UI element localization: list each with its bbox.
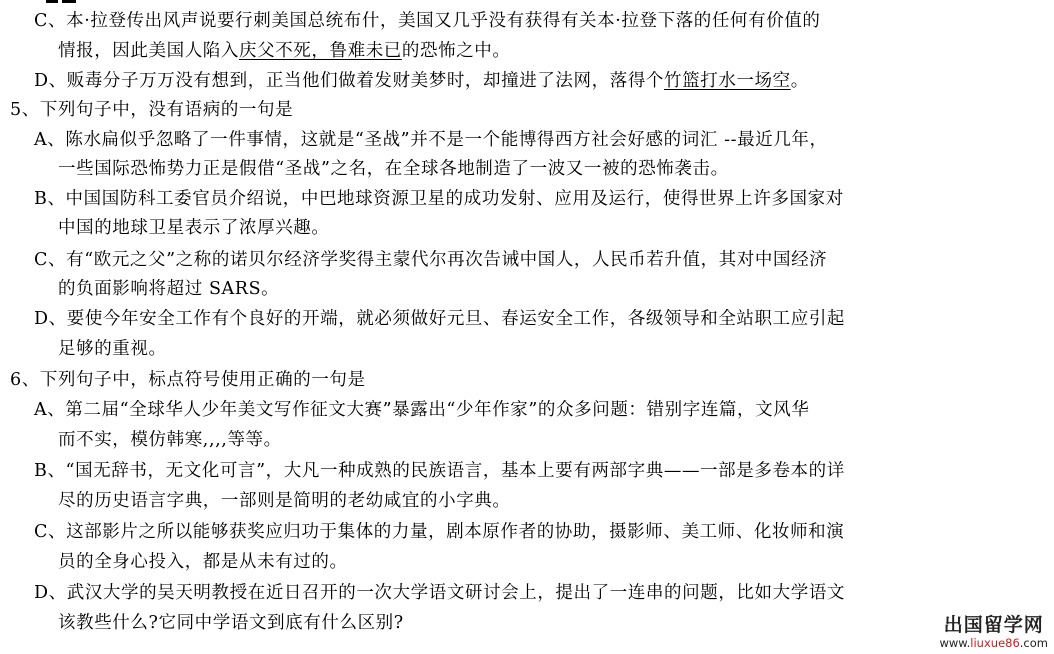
text-segment: 员的全身心投入，都是从未有过的。 — [58, 552, 348, 572]
text-segment: D、要使今年安全工作有个良好的开端，就必须做好元旦、春运安全工作，各级领导和全站职工应引起 — [34, 309, 846, 329]
underlined-phrase: 竹篮打水一场空 — [664, 71, 791, 91]
text-segment: B、“国无辞书，无文化可言”，大凡一种成熟的民族语言，基本上要有两部字典——一部是多卷本的详 — [34, 461, 845, 481]
watermark-title: 出国留学网 — [943, 614, 1044, 636]
watermark-url-prefix: www. — [939, 636, 971, 650]
text-line — [34, 521, 844, 543]
text-segment: 的负面影响将超过 SARS。 — [58, 279, 280, 299]
text-line — [58, 551, 348, 573]
text-line — [34, 308, 845, 330]
site-watermark — [939, 614, 1048, 650]
text-segment: 尽的历史语言字典，一部则是简明的老幼咸宜的小字典。 — [58, 491, 511, 511]
text-segment: D、贩毒分子万万没有想到，正当他们做着发财美梦时，却撞进了法网，落得个 — [34, 71, 665, 91]
text-line — [58, 158, 729, 180]
text-line — [58, 429, 282, 451]
text-line — [10, 99, 293, 121]
text-line — [34, 582, 845, 604]
text-line — [34, 70, 809, 92]
text-line — [58, 217, 330, 239]
text-segment: 中国的地球卫星表示了浓厚兴趣。 — [58, 218, 330, 238]
text-line — [34, 399, 809, 421]
text-line — [34, 460, 845, 482]
text-line — [58, 612, 404, 634]
text-line — [58, 490, 511, 512]
watermark-url-brand: liuxue86 — [970, 636, 1020, 650]
text-segment: B、中国国防科工委官员介绍说，中巴地球资源卫星的成功发射、应用及运行，使得世界上许多国家对 — [34, 189, 844, 209]
watermark-url-suffix: .com — [1019, 636, 1048, 650]
text-line — [58, 278, 279, 300]
text-line — [58, 40, 511, 62]
text-line — [10, 369, 366, 391]
text-segment: 一些国际恐怖势力正是假借“圣战”之名，在全球各地制造了一波又一被的恐怖袭击。 — [58, 159, 729, 179]
text-segment: 情报，因此美国人陷入 — [58, 41, 239, 61]
text-segment: 的恐怖之中。 — [401, 41, 511, 61]
text-segment: 足够的重视。 — [58, 339, 167, 359]
text-line — [34, 188, 844, 210]
text-segment: C、本·拉登传出风声说要行刺美国总统布什，美国又几乎没有获得有关本·拉登下落的任何有价值的 — [34, 11, 821, 31]
text-line — [34, 129, 828, 151]
watermark-url — [939, 636, 1048, 650]
text-segment: C、这部影片之所以能够获奖应归功于集体的力量，剧本原作者的协助，摄影师、美工师、化妆师和演 — [34, 522, 845, 542]
text-segment: C、有“欧元之父”之称的诺贝尔经济学奖得主蒙代尔再次告诫中国人，人民币若升值，其对中国经济 — [34, 250, 828, 270]
text-segment: A、第二届“全球华人少年美文写作征文大赛”暴露出“少年作家”的众多问题：错别字连篇，文风华 — [34, 400, 810, 420]
text-segment: 。 — [790, 71, 809, 91]
text-segment: 5、下列句子中，没有语病的一句是 — [10, 100, 294, 120]
text-segment: 6、下列句子中，标点符号使用正确的一句是 — [10, 370, 366, 390]
text-segment: 该教些什么?它同中学语文到底有什么区别? — [58, 613, 404, 633]
text-segment: A、陈水扁似乎忽略了一件事情，这就是“圣战”并不是一个能博得西方社会好感的词汇 --最近几年， — [34, 130, 828, 150]
text-line — [58, 338, 167, 360]
text-line — [34, 10, 821, 32]
text-segment: 而不实，模仿韩寒,,,,等等。 — [58, 430, 282, 450]
text-segment: D、武汉大学的吴天明教授在近日召开的一次大学语文研讨会上，提出了一连串的问题，比如大学语文 — [34, 583, 846, 603]
underlined-phrase: 庆父不死，鲁难未已 — [239, 41, 402, 61]
text-line — [34, 249, 827, 271]
